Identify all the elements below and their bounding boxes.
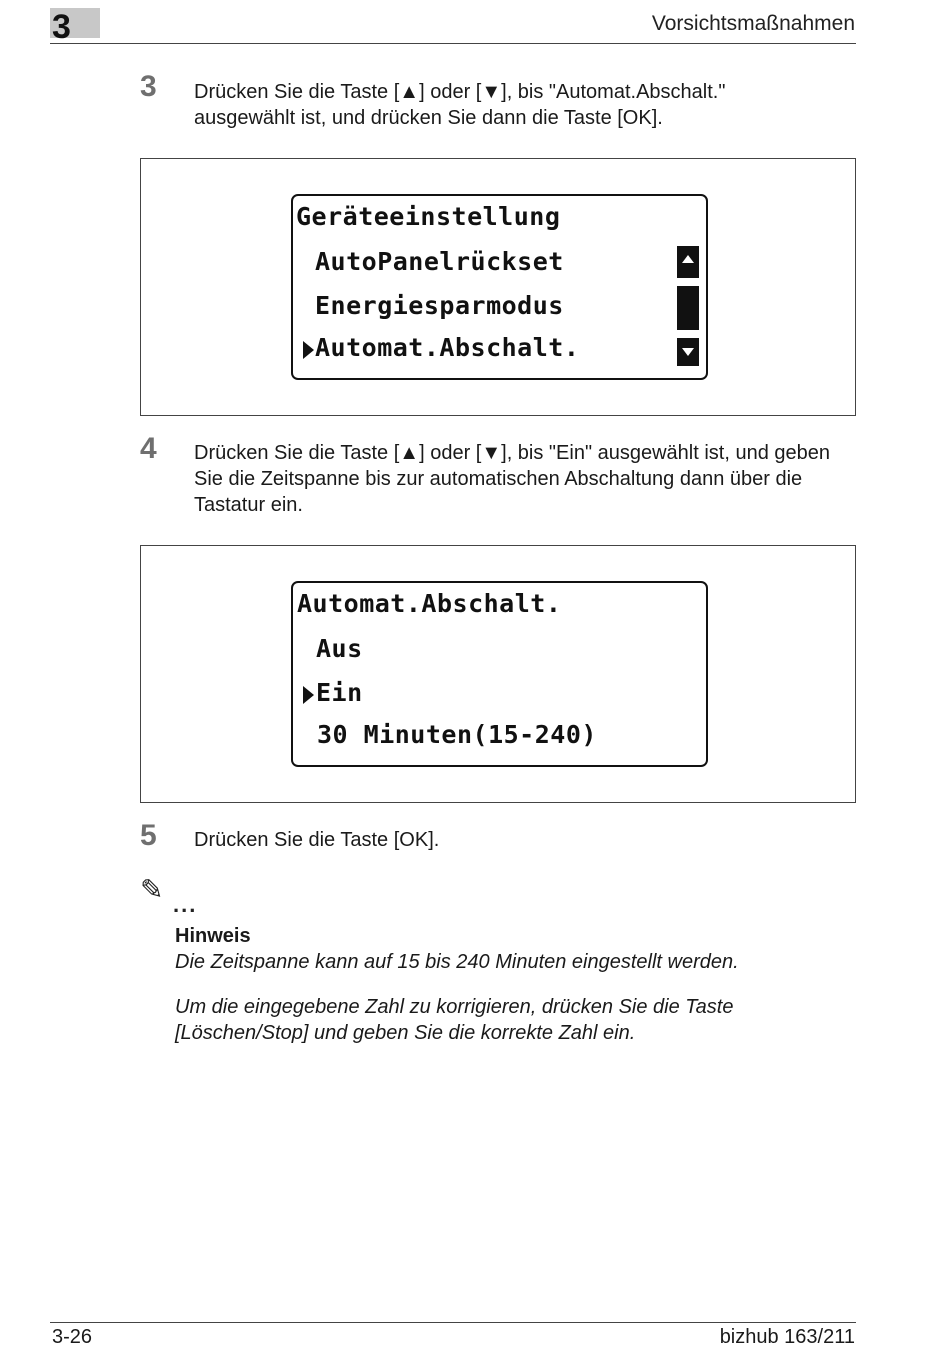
scroll-up-icon [677,246,699,278]
step-number: 3 [140,70,157,103]
step-text-line: Drücken Sie die Taste [▲] oder [▼], bis "Automat.Abschalt." [194,81,726,103]
lcd-display [291,581,708,767]
footer-divider [50,1322,856,1323]
lcd-title: Automat.Abschalt. [297,589,562,618]
note-dots: ... [173,892,198,917]
step-text [194,79,854,131]
section-title: Vorsichtsmaßnahmen [651,12,855,35]
step-text-line: Drücken Sie die Taste [▲] oder [▼], bis "Ein" ausgewählt ist, und geben [194,442,830,464]
note-text-line: Die Zeitspanne kann auf 15 bis 240 Minuten eingestellt werden. [175,951,739,973]
lcd-menu-item-selected: Automat.Abschalt. [315,333,580,362]
step-text [194,440,854,518]
product-name: bizhub 163/211 [719,1326,855,1348]
lcd-scrollbar [677,246,699,366]
step-text-line: Tastatur ein. [194,494,303,516]
selection-cursor-icon [303,686,314,704]
step-text-line: Sie die Zeitspanne bis zur automatischen Abschaltung dann über die [194,468,803,490]
step-number: 4 [140,432,157,465]
lcd-menu-item: Energiesparmodus [315,291,564,320]
lcd-value-line: 30 Minuten(15-240) [317,720,597,749]
note-text-line: Um die eingegebene Zahl zu korrigieren, drücken Sie die Taste [175,996,734,1018]
pencil-note-icon: ✎ [140,874,164,905]
scroll-thumb [677,286,699,330]
note-paragraph [175,994,855,1046]
display-panel-frame [140,158,856,416]
selection-cursor-icon [303,341,314,359]
lcd-menu-item-selected: Ein [316,678,363,707]
step-text-line: Drücken Sie die Taste [OK]. [194,829,440,851]
lcd-menu-item: Aus [316,634,363,663]
scroll-down-icon [677,338,699,366]
step-text-line: ausgewählt ist, und drücken Sie dann die Taste [OK]. [194,107,663,129]
lcd-display [291,194,708,380]
chapter-number: 3 [52,8,71,46]
step-text [194,827,854,853]
page-number: 3-26 [52,1326,93,1348]
note-paragraph [175,949,855,975]
step-number: 5 [140,819,157,852]
display-panel-frame [140,545,856,803]
header-divider [50,43,856,44]
note-text-line: [Löschen/Stop] und geben Sie die korrekte Zahl ein. [175,1022,636,1044]
lcd-menu-item: AutoPanelrückset [315,247,564,276]
lcd-title: Geräteeinstellung [296,202,561,231]
note-title: Hinweis [175,925,251,947]
